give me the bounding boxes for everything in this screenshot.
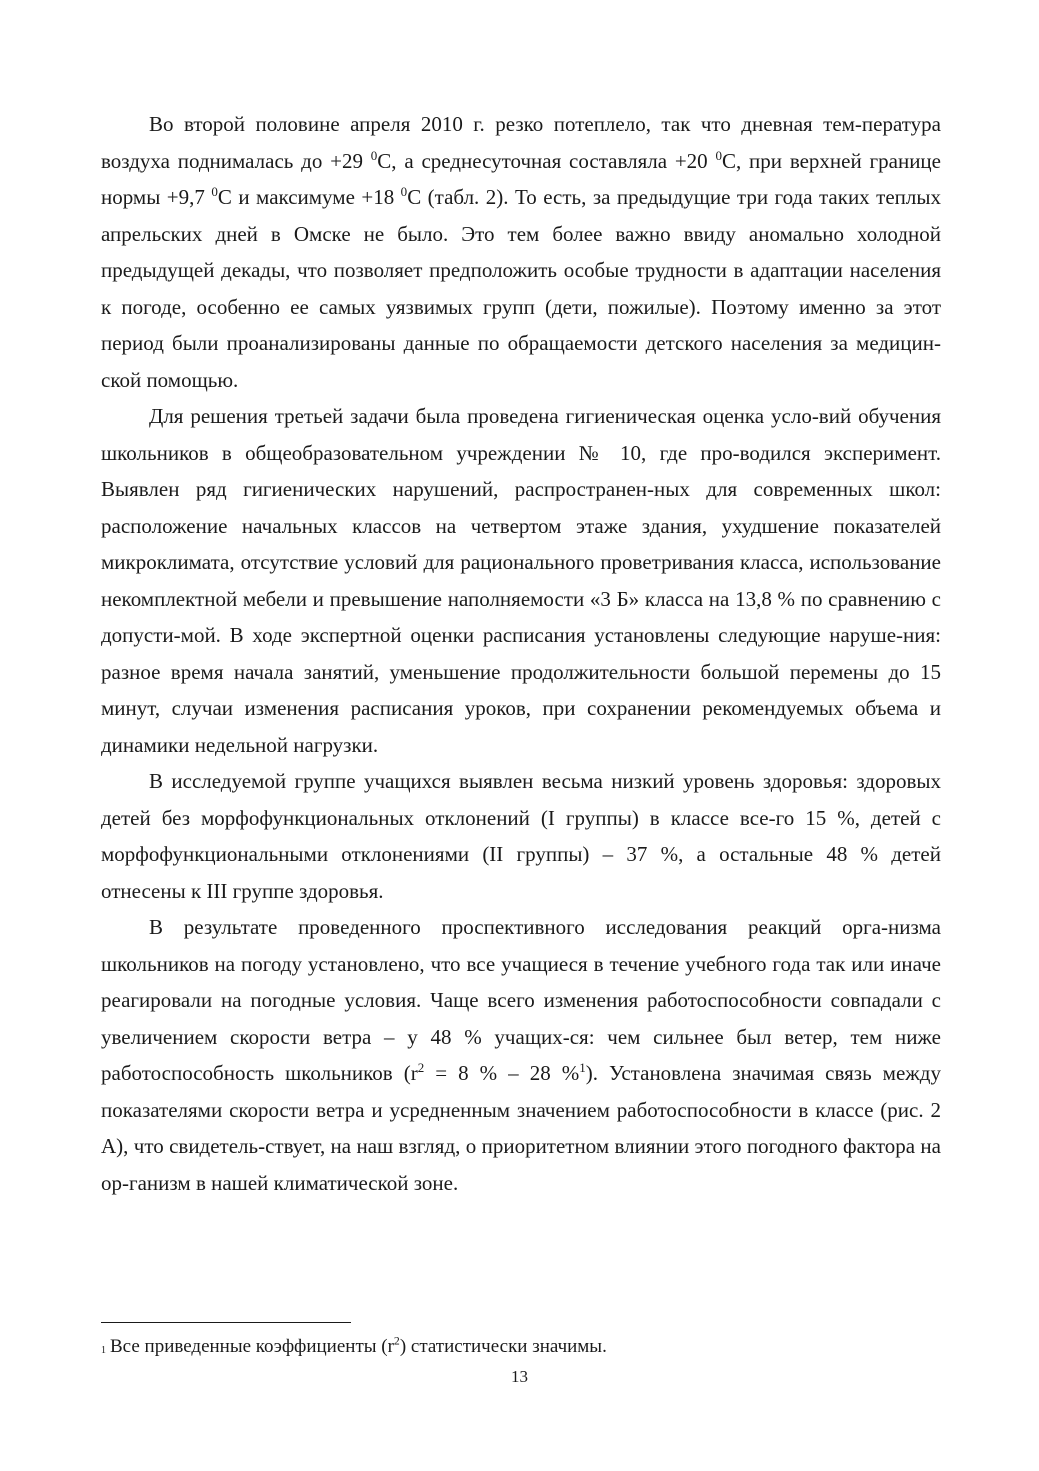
body-text xyxy=(101,106,941,1201)
footnote: $^1$ Все приведенные коэффициенты $(r^2)$ статистически значимы. xyxy=(101,1334,607,1357)
footnote-mark: 1 xyxy=(101,1345,106,1356)
footnote-divider xyxy=(101,1322,351,1323)
paragraph-weather-reactions: В результате проведенного проспективного исследования реакций орга-низма школьников на погоду установлено, что все учащиеся в течение учебного года так или иначе реагировали на погодные условия. Чаще всего изменения работоспособности совпадали с увеличением скорости ветра – у 48 % учащих-ся: чем сильнее был ветер, тем ниже работоспособность школьников ($r^2 = 8$ % – 28 %$^1$). Установлена значимая связь между показателями скорости ветра и усредненным значением работоспособности в классе (рис. 2 А), что свидетель-ствует, на наш взгляд, о приоритетном влиянии этого погодного фактора на ор-ганизм в нашей климатической зоне. xyxy=(101,915,941,1195)
paragraph-school-conditions: Для решения третьей задачи была проведена гигиеническая оценка усло-вий обучения школьников в общеобразовательном учреждении № 10, где про-водился эксперимент. Выявлен ряд гигиенических нарушений, распространен-ных для современных школ: расположение начальных классов на четвертом этаже здания, ухудшение показателей микроклимата, отсутствие условий для рационального проветривания класса, использование некомплектной мебели и превышение наполняемости «3 Б» класса на 13,8 % по сравнению с допусти-мой. В ходе экспертной оценки расписания установлены следующие наруше-ния: разное время начала занятий, уменьшение продолжительности большой перемены до 15 минут, случаи изменения расписания уроков, при сохранении рекомендуемых объема и динамики недельной нагрузки. xyxy=(101,404,941,757)
footnote-reference: 1 xyxy=(579,1060,586,1075)
paragraph-april-weather: Во второй половине апреля 2010 г. резко потеплело, так что дневная тем-пература воздуха поднималась до +29 $^0$С, а среднесуточная составляла +20 $^0$С, при верхней границе нормы +9,7 $^0$С и максимуме +18 $^0$С (табл. 2). То есть, за предыдущие три года таких теплых апрельских дней в Омске не было. Это тем более важно ввиду аномально холодной предыдущей декады, что позволяет предположить особые трудности в адаптации населения к погоде, особенно ее самых уязвимых групп (дети, пожилые). Поэтому именно за этот период были проанализированы данные по обращаемости детского населения за медицин-ской помощью. xyxy=(101,112,941,392)
page-number: 13 xyxy=(511,1367,528,1386)
paragraph-health-level: В исследуемой группе учащихся выявлен весьма низкий уровень здоровья: здоровых детей без морфофункциональных отклонений (I группы) в классе все-го 15 %, детей с морфофункциональными отклонениями (II группы) – 37 %, а остальные 48 % детей отнесены к III группе здоровья. xyxy=(101,769,941,903)
